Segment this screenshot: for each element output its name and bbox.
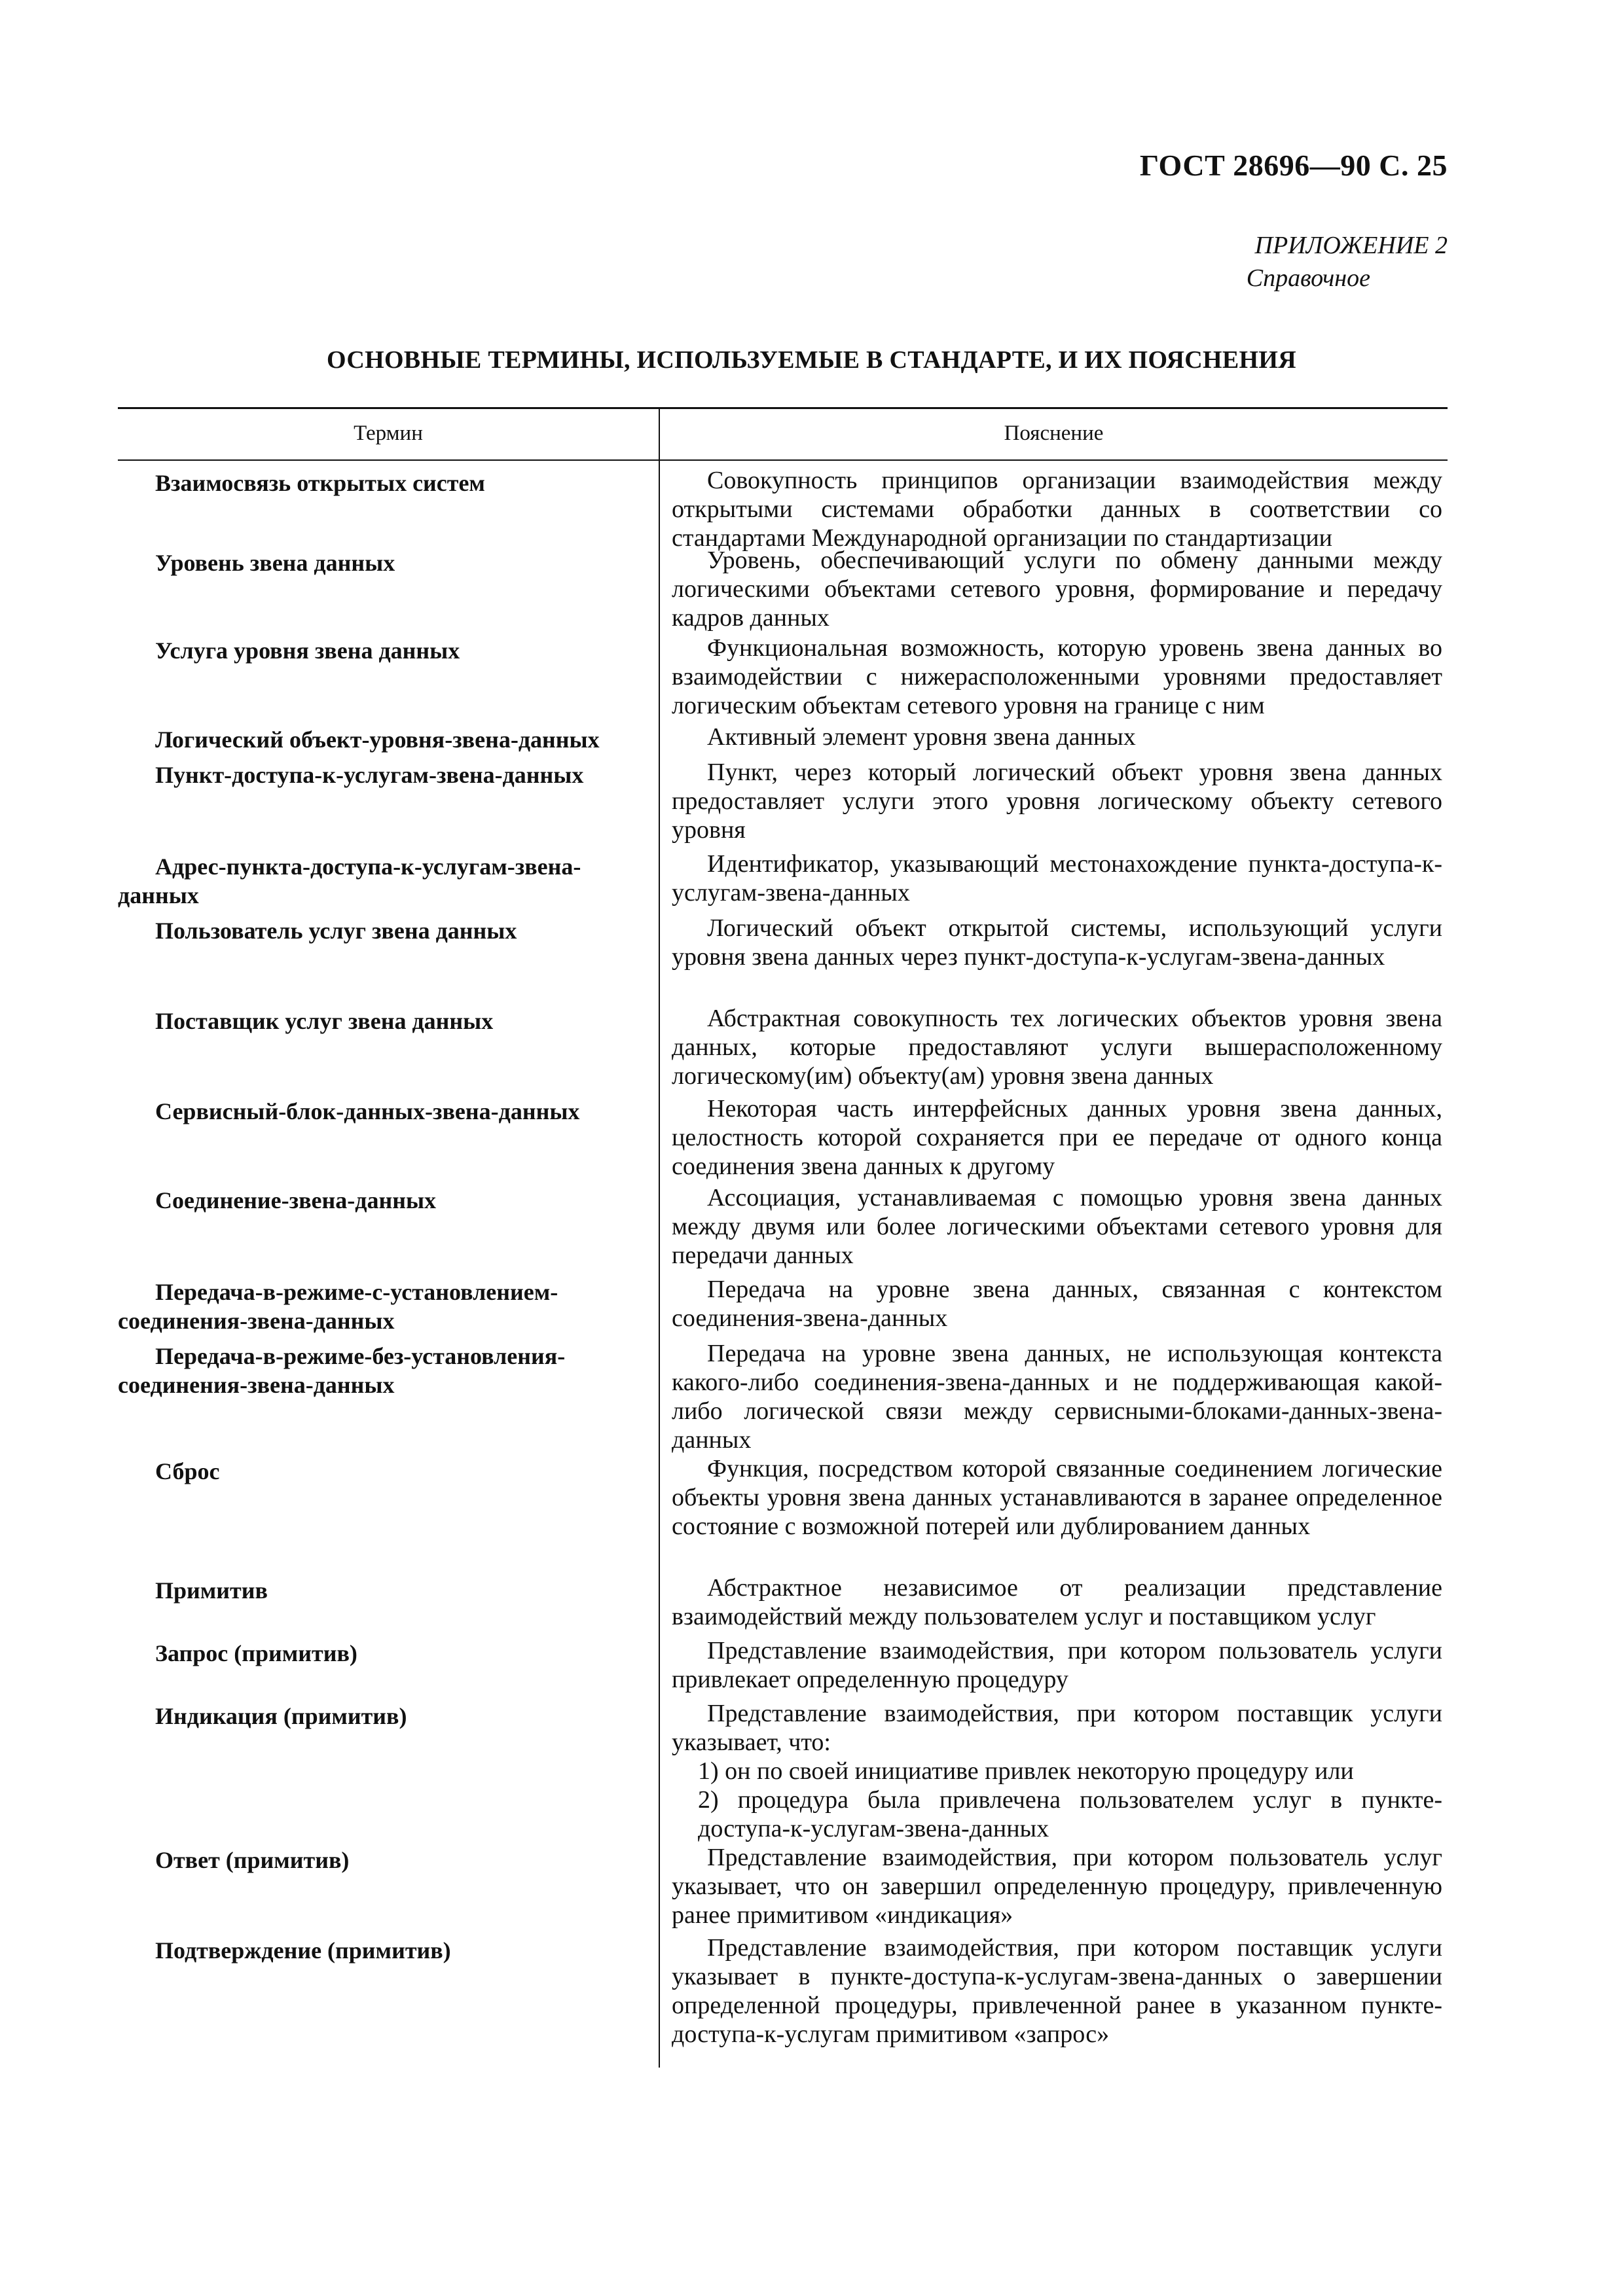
term-cell: Логический объект-уровня-звена-данных (155, 726, 600, 753)
appendix-label: ПРИЛОЖЕНИЕ 2 (1254, 232, 1448, 259)
terms-table-body (118, 466, 1448, 2053)
term-cell: Примитив (155, 1577, 268, 1604)
term-cell: Услуга уровня звена данных (155, 637, 460, 664)
explanation-cell: Уровень, обеспечивающий услуги по обмену данными между логическими объектами сетевого уровня, формирование и передачу кадров данных (672, 547, 1442, 632)
table-row (118, 466, 1448, 552)
explanation-cell: Некоторая часть интерфейсных данных уровня звена данных, целостность которой сохраняется при ее передаче от одного конца соединения звена данных к другому (672, 1095, 1442, 1180)
table-row (118, 1573, 1448, 1636)
table-row (118, 1843, 1448, 1933)
explanation-cell: Абстрактная совокупность тех логических объектов уровня звена данных, которые предоставляют услуги вышерасположенному логическому(им) объекту(ам) уровня звена данных (672, 1005, 1442, 1090)
term-cell: Уровень звена данных (155, 550, 395, 576)
term-cell: Пользователь услуг звена данных (155, 918, 517, 944)
term-cell: Соединение-звена-данных (155, 1187, 437, 1213)
explanation-cell: Представление взаимодействия, при котором поставщик услуги указывает в пункте-доступа-к-услугам-звена-данных о завершении определенной процедуры, привлеченной ранее в указанном пункте-доступа-к-услугам примитивом «запрос» (672, 1934, 1442, 2048)
explanation-cell: Передача на уровне звена данных, связанная с контекстом соединения-звена-данных (672, 1276, 1442, 1332)
page-header: ГОСТ 28696—90 С. 25 (1139, 149, 1448, 182)
table-row (118, 1094, 1448, 1183)
table-row (118, 1183, 1448, 1275)
explanation-cell: Представление взаимодействия, при котором пользователь услуги привлекает определенную процедуру (672, 1637, 1442, 1693)
term-cell: Пункт-доступа-к-услугам-звена-данных (155, 762, 584, 788)
column-header-explanation: Пояснение (1004, 422, 1104, 445)
table-row (118, 758, 1448, 850)
table-header-rule (118, 459, 1448, 461)
explanation-cell: Совокупность принципов организации взаимодействия между открытыми системами обработки данных в соответствии со стандартами Международной организации по стандартизации (672, 467, 1442, 552)
term-cell: Ответ (примитив) (155, 1847, 350, 1873)
table-row (118, 1339, 1448, 1454)
table-row (118, 914, 1448, 1004)
term-cell: Адрес-пункта-доступа-к-услугам-звена-данных (118, 853, 581, 908)
term-cell: Сброс (155, 1458, 220, 1484)
term-cell: Передача-в-режиме-с-установлением-соединения-звена-данных (118, 1279, 558, 1334)
table-row (118, 850, 1448, 914)
column-header-term: Термин (354, 422, 423, 445)
term-cell: Передача-в-режиме-без-установления-соединения-звена-данных (118, 1343, 566, 1398)
table-row (118, 723, 1448, 758)
explanation-cell (660, 1699, 1448, 1843)
explanation-cell: Функция, посредством которой связанные соединением логические объекты уровня звена данных устанавливаются в заранее определенное состояние с возможной потерей или дублированием данных (672, 1455, 1442, 1540)
explanation-cell: Абстрактное независимое от реализации представление взаимодействий между пользователем услуг и поставщиком услуг (672, 1574, 1442, 1630)
table-row (118, 1699, 1448, 1843)
table-header (118, 407, 1448, 459)
term-cell: Запрос (примитив) (155, 1640, 357, 1666)
table-row (118, 1636, 1448, 1699)
table-row (118, 1454, 1448, 1573)
list-item: 2) процедура была привлечена пользователем услуг в пункте-доступа-к-услугам-звена-данных (698, 1786, 1442, 1842)
term-cell: Индикация (примитив) (155, 1703, 407, 1729)
term-cell: Подтверждение (примитив) (155, 1937, 451, 1964)
document-title: ОСНОВНЫЕ ТЕРМИНЫ, ИСПОЛЬЗУЕМЫЕ В СТАНДАРТЕ, И ИХ ПОЯСНЕНИЯ (327, 346, 1296, 374)
list-item: 1) он по своей инициативе привлек некоторую процедуру или (698, 1757, 1354, 1785)
term-cell: Поставщик услуг звена данных (155, 1008, 494, 1034)
table-row (118, 546, 1448, 634)
explanation-cell: Логический объект открытой системы, использующий услуги уровня звена данных через пункт-доступа-к-услугам-звена-данных (672, 914, 1442, 971)
term-cell: Взаимосвязь открытых систем (155, 470, 485, 496)
appendix-block (1247, 229, 1448, 295)
explanation-cell: Функциональная возможность, которую уровень звена данных во взаимодействии с нижерасположенными уровнями предоставляет логическим объектам сетевого уровня на границе с ним (672, 634, 1442, 719)
table-row (118, 1275, 1448, 1339)
appendix-note: Справочное (1246, 264, 1370, 292)
explanation-cell: Ассоциация, устанавливаемая с помощью уровня звена данных между двумя или более логическими объектами сетевого уровня для передачи данных (672, 1184, 1442, 1269)
explanation-cell: Пункт, через который логический объект уровня звена данных предоставляет услуги этого уровня логическому объекту сетевого уровня (672, 759, 1442, 844)
explanation-cell: Представление взаимодействия, при котором пользователь услуг указывает, что он завершил определенную процедуру, привлеченную ранее примитивом «индикация» (672, 1844, 1442, 1929)
term-cell: Сервисный-блок-данных-звена-данных (155, 1098, 580, 1124)
explanation-cell: Передача на уровне звена данных, не использующая контекста какого-либо соединения-звена-данных и не поддерживающая какой-либо логической связи между сервисными-блоками-данных-звена-данных (672, 1340, 1442, 1454)
table-row (118, 634, 1448, 723)
explanation-cell: Активный элемент уровня звена данных (707, 723, 1136, 751)
explanation-text: Представление взаимодействия, при котором поставщик услуги указывает, что: (672, 1700, 1442, 1756)
explanation-cell: Идентификатор, указывающий местонахождение пункта-доступа-к-услугам-звена-данных (672, 850, 1442, 906)
table-row (118, 1933, 1448, 2053)
table-row (118, 1004, 1448, 1094)
